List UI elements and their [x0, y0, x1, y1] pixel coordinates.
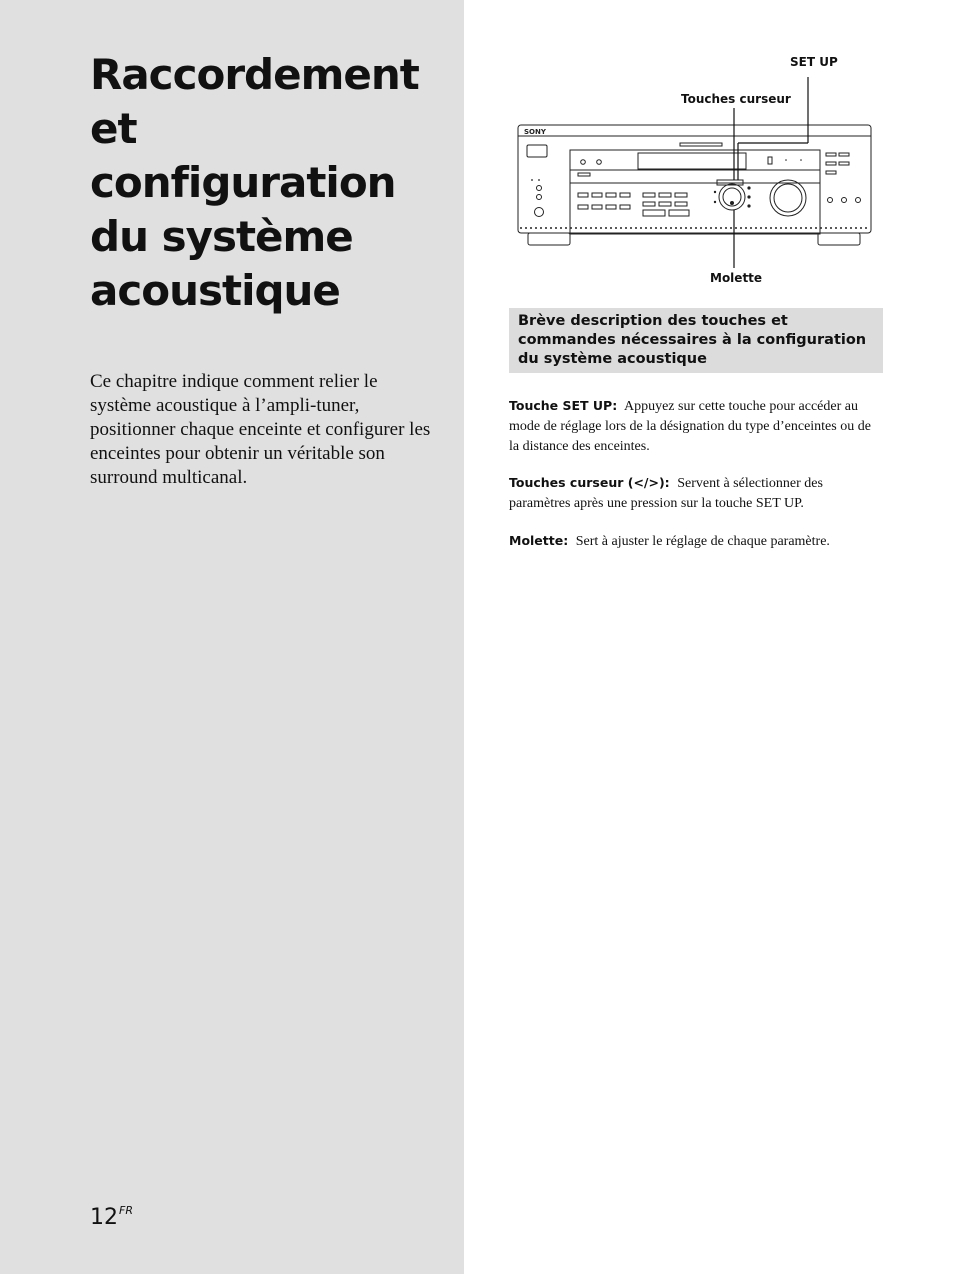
- chapter-intro: Ce chapitre indique comment relier le système acoustique à l’ampli-tuner, positionner chaque enceinte et configurer les enceintes pour obtenir un véritable son surround multicanal.: [90, 371, 431, 488]
- callout-set-up: SET UP: [790, 55, 838, 69]
- term-label: Molette:: [509, 533, 569, 548]
- callout-cursor-keys: Touches curseur: [681, 92, 791, 106]
- term-text: Servent à sélectionner des paramètres après une pression sur la touche SET UP.: [509, 476, 823, 511]
- receiver-diagram: [510, 50, 890, 290]
- description-cursor-keys: [509, 473, 881, 514]
- term-text: Appuyez sur cette touche pour accéder au mode de réglage lors de la désignation du type d’enceintes ou de la distance des enceintes.: [509, 399, 871, 454]
- page-number-value: 12: [90, 1205, 118, 1230]
- title-line: configuration: [90, 158, 396, 207]
- page-number-suffix: FR: [119, 1204, 133, 1217]
- term-label: Touches curseur (</>):: [509, 475, 670, 490]
- chapter-title: [90, 48, 450, 318]
- brand-logo-text: SONY: [524, 128, 546, 136]
- title-line: et: [90, 104, 137, 153]
- page-number: [90, 1204, 133, 1230]
- title-line: Raccordement: [90, 50, 419, 99]
- description-jog-dial: [509, 531, 881, 552]
- description-set-up: [509, 396, 881, 457]
- term-label: Touche SET UP:: [509, 398, 618, 413]
- callout-jog-dial: Molette: [710, 271, 763, 285]
- section-heading-box: Brève description des touches et commandes nécessaires à la configuration du système acoustique: [509, 308, 883, 373]
- term-text: Sert à ajuster le réglage de chaque paramètre.: [575, 534, 830, 549]
- title-line: du système: [90, 212, 353, 261]
- receiver-front-panel-illustration: [510, 50, 890, 290]
- title-line: acoustique: [90, 266, 340, 315]
